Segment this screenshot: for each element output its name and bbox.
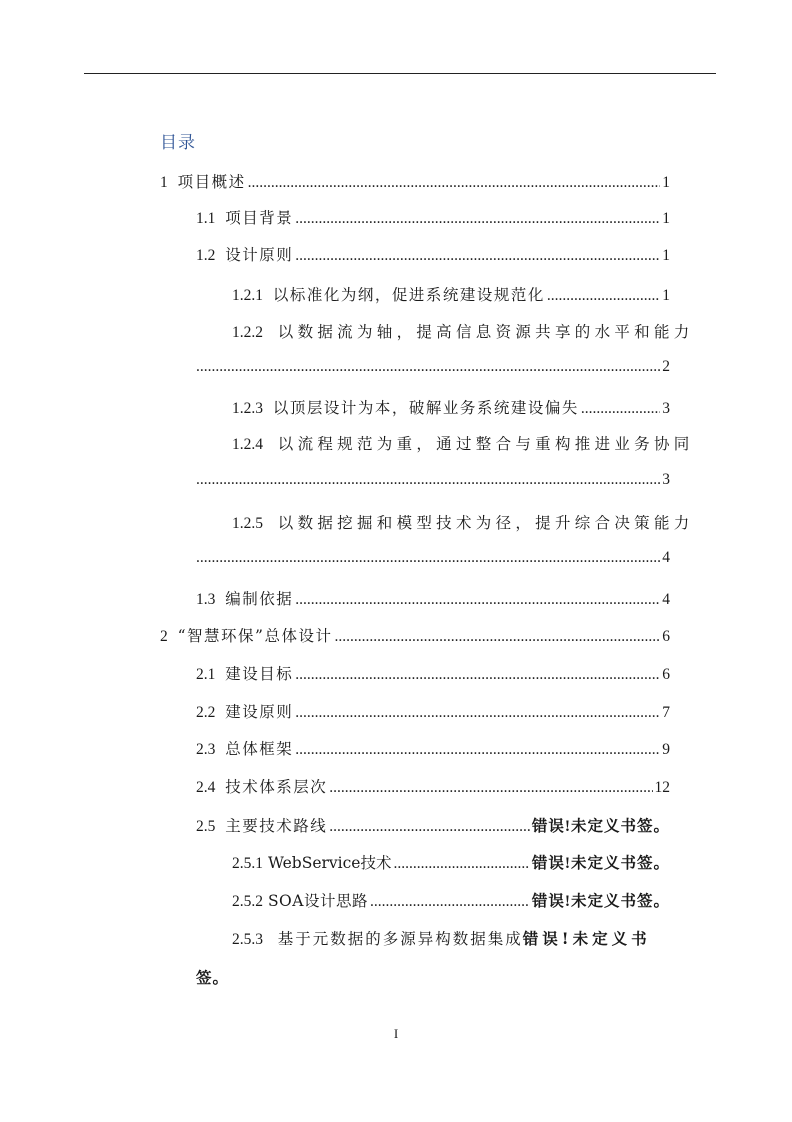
toc-entry-number: 1 <box>160 174 168 191</box>
toc-entry-page: 7 <box>662 704 670 721</box>
toc-entry-page: 6 <box>662 666 670 683</box>
dot-leader <box>196 471 660 489</box>
dot-leader <box>370 893 530 911</box>
dot-leader <box>248 174 661 192</box>
toc-entry[interactable] <box>196 775 670 797</box>
toc-entry-page: 1 <box>662 174 670 191</box>
toc-entry-text: “智慧环保”总体设计 <box>177 627 333 645</box>
toc-entry-continuation[interactable] <box>196 549 670 567</box>
toc-entry-text: 以标准化为纲，促进系统建设规范化 <box>272 286 545 304</box>
toc-entry-page-error: 错误!未定义书 <box>522 929 651 948</box>
toc-entry-page: 12 <box>654 779 670 796</box>
toc-entry-text: 项目背景 <box>225 209 294 227</box>
toc-entry-page: 4 <box>662 591 670 608</box>
dot-leader <box>295 704 660 722</box>
toc-entry-page: 4 <box>662 549 670 566</box>
toc-entry[interactable] <box>232 396 670 418</box>
toc-entry-number: 2.5.2 <box>232 893 263 910</box>
toc-entry[interactable] <box>196 814 670 836</box>
toc-entry-number: 2.5.1 <box>232 855 263 872</box>
toc-entry[interactable] <box>196 737 670 759</box>
toc-entry-page: 1 <box>662 210 670 227</box>
toc-entry-continuation[interactable] <box>196 471 670 489</box>
toc-entry-number: 2.3 <box>196 741 216 758</box>
dot-leader <box>196 549 660 567</box>
dot-leader <box>295 247 660 265</box>
toc-entry[interactable] <box>232 320 694 342</box>
dot-leader <box>329 779 652 797</box>
toc-entry-text: 编制依据 <box>225 590 294 608</box>
header-rule <box>84 73 716 74</box>
toc-entry-number: 2.4 <box>196 779 216 796</box>
toc-entry-page: 2 <box>662 358 670 375</box>
dot-leader <box>295 741 660 759</box>
toc-entry-page: 1 <box>662 287 670 304</box>
toc-entry[interactable] <box>196 662 670 684</box>
toc-entry-text: 总体框架 <box>225 740 294 758</box>
dot-leader <box>581 400 660 418</box>
dot-leader <box>393 855 529 873</box>
toc-entry-continuation[interactable] <box>196 358 670 376</box>
toc-entry-text: 以数据挖掘和模型技术为径，提升综合决策能力 <box>277 514 694 532</box>
toc-entry[interactable] <box>196 700 670 722</box>
toc-entry[interactable] <box>232 851 670 873</box>
toc-entry-number: 2.5 <box>196 818 216 835</box>
dot-leader <box>329 818 530 836</box>
toc-entry-page: 6 <box>662 628 670 645</box>
dot-leader <box>295 210 660 228</box>
toc-entry[interactable] <box>232 927 651 949</box>
toc-entry-number: 1.3 <box>196 591 216 608</box>
toc-entry-number: 1.2.4 <box>232 436 263 453</box>
toc-entry[interactable] <box>160 170 670 192</box>
dot-leader <box>334 628 660 646</box>
toc-entry[interactable] <box>232 889 670 911</box>
toc-entry-text: WebService技术 <box>267 854 392 872</box>
toc-entry-page: 9 <box>662 741 670 758</box>
toc-entry-page: 3 <box>662 400 670 417</box>
toc-entry-number: 1.2.2 <box>232 324 263 341</box>
toc-entry-number: 1.2 <box>196 247 216 264</box>
toc-entry-text: 以顶层设计为本，破解业务系统建设偏失 <box>272 399 579 417</box>
toc-entry[interactable] <box>196 243 670 265</box>
toc-entry[interactable] <box>196 206 670 228</box>
toc-entry[interactable] <box>196 587 670 609</box>
toc-entry-page: 1 <box>662 247 670 264</box>
toc-entry-number: 1.2.3 <box>232 400 263 417</box>
page-number: I <box>393 1026 399 1041</box>
toc-entry-number: 1.2.1 <box>232 287 263 304</box>
toc-entry[interactable] <box>232 283 670 305</box>
toc-entry-text: SOA设计思路 <box>267 892 368 910</box>
toc-entry-continuation: 签。 <box>196 968 230 987</box>
toc-entry[interactable] <box>232 511 694 533</box>
toc-entry-text: 以流程规范为重，通过整合与重构推进业务协同 <box>277 435 694 453</box>
toc-entry-number: 2.5.3 <box>232 931 263 948</box>
toc-entry-page: 3 <box>662 471 670 488</box>
toc-title: 目录 <box>160 133 196 153</box>
toc-entry-page-error: 错误!未定义书签。 <box>531 855 670 872</box>
toc-entry-number: 2 <box>160 628 168 645</box>
toc-entry-number: 1.2.5 <box>232 515 263 532</box>
toc-entry-text: 设计原则 <box>225 246 294 264</box>
toc-entry-text: 基于元数据的多源异构数据集成 <box>277 930 523 948</box>
toc-entry-page-error: 错误!未定义书签。 <box>531 893 670 910</box>
toc-entry-text: 技术体系层次 <box>225 778 328 796</box>
toc-entry-text: 项目概述 <box>177 173 246 191</box>
dot-leader <box>295 591 660 609</box>
dot-leader <box>547 287 660 305</box>
toc-entry-text: 建设目标 <box>225 665 294 683</box>
toc-entry[interactable] <box>232 432 694 454</box>
toc-entry-text: 主要技术路线 <box>225 817 328 835</box>
toc-entry-page-error: 错误!未定义书签。 <box>531 818 670 835</box>
toc-entry[interactable] <box>160 624 670 646</box>
dot-leader <box>295 666 660 684</box>
toc-entry-number: 1.1 <box>196 210 216 227</box>
toc-entry-number: 2.2 <box>196 704 216 721</box>
dot-leader <box>196 358 660 376</box>
toc-entry-number: 2.1 <box>196 666 216 683</box>
toc-entry-text: 建设原则 <box>225 703 294 721</box>
toc-entry-text: 以数据流为轴，提高信息资源共享的水平和能力 <box>277 323 694 341</box>
